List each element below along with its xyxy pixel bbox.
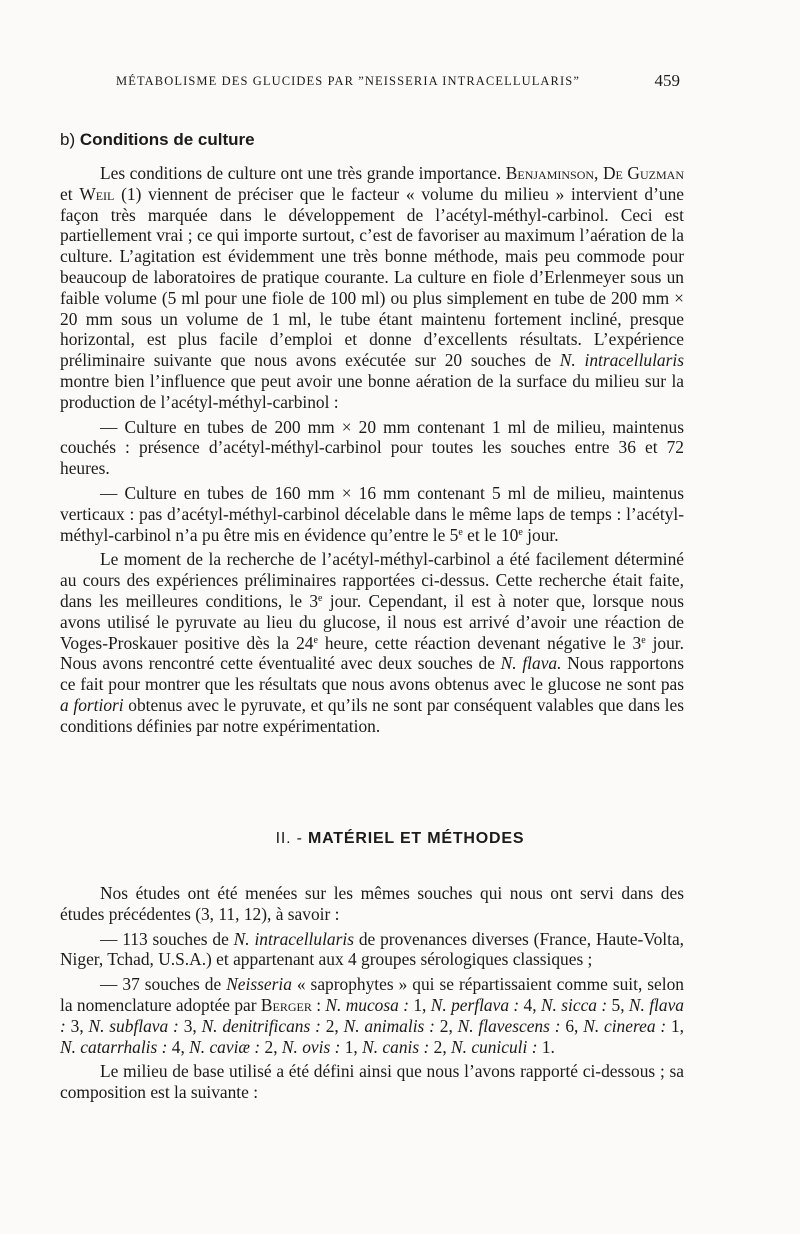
species-name: N. denitrificans :: [201, 1015, 321, 1036]
text-run: :: [311, 994, 326, 1015]
species-name: N. mucosa :: [325, 994, 409, 1015]
subsection-title: Conditions de culture: [79, 130, 255, 149]
running-title: MÉTABOLISME DES GLUCIDES PAR ”NEISSERIA INTRACELLULARIS”: [116, 74, 580, 88]
ordinal-superscript: e: [518, 526, 523, 538]
genus-name: Neisseria: [226, 974, 292, 995]
ordinal-superscript: e: [458, 526, 463, 538]
text-run: et: [60, 183, 80, 204]
text-run: jour.: [522, 524, 559, 545]
paragraph-4: [60, 549, 684, 736]
subsection-label: b): [60, 130, 76, 149]
strain-count: 1,: [666, 1015, 685, 1036]
species-name: N. subflava :: [88, 1015, 179, 1036]
strain-count: 4,: [519, 994, 541, 1015]
species-name: N. flava.: [500, 653, 562, 674]
text-run: obtenus avec le pyruvate, et qu’ils ne sont par conséquent valables que dans les conditions définies par notre expérimentation.: [60, 694, 684, 736]
species-name: N. canis :: [362, 1036, 430, 1057]
species-name: N. intracellularis: [233, 928, 354, 949]
paragraph-3: [60, 483, 684, 545]
text-run: et le 10: [462, 524, 519, 545]
section-heading: [0, 830, 800, 848]
author-name: De Guzman: [602, 163, 684, 183]
text-run: (1) viennent de préciser que le facteur « volume du milieu » intervient d’une façon très marquée dans le développement de l’acétyl-méthyl-carbinol. Ceci est partiellement vrai ; ce qui importe surtout, c’est de favoriser au maximum l’aération de la culture. L’agitation est évidemment une très bonne méthode, mais peu commode pour beaucoup de laboratoires de pratique courante. La culture en fiole d’Erlenmeyer sous un faible volume (5 ml pour une fiole de 100 ml) ou plus simplement en tube de 200 mm × 20 mm sous un volume de 1 ml, le tube étant maintenu fortement incliné, presque horizontal, est plus facile d’emploi et donne d’excellents résultats. L’expérience préliminaire suivante que nous avons exécutée sur 20 souches de: [60, 183, 684, 371]
section-number: II. -: [275, 830, 303, 847]
author-name: Benjaminson: [505, 163, 595, 183]
paragraph-8: Le milieu de base utilisé a été défini ainsi que nous l’avons rapporté ci-dessous ; sa composition est la suivante :: [60, 1061, 684, 1103]
species-name: N. animalis :: [343, 1015, 435, 1036]
text-run: jour. Nous avons rencontré cette éventualité avec deux souches de: [60, 632, 684, 674]
paragraph-5: Nos études ont été menées sur les mêmes souches qui nous ont servi dans des études précédentes (3, 11, 12), à savoir :: [60, 883, 684, 924]
materials-methods-body: [60, 883, 684, 1103]
strain-count: 4,: [167, 1036, 190, 1057]
text-run: ,: [594, 163, 603, 183]
author-name: Weil: [79, 183, 115, 204]
text-run: — 113 souches de: [100, 928, 234, 949]
text-run: Les conditions de culture ont une très grande importance.: [100, 163, 506, 183]
paragraph-2: — Culture en tubes de 200 mm × 20 mm contenant 1 ml de milieu, maintenus couchés : présence d’acétyl-méthyl-carbinol pour toutes les souches entre 36 et 72 heures.: [60, 416, 684, 479]
paragraph-7: [60, 974, 684, 1057]
species-name: N. perflava :: [430, 994, 520, 1015]
paragraph-1: [60, 163, 684, 413]
species-name: N. flavescens :: [457, 1015, 561, 1036]
ordinal-superscript: e: [641, 634, 646, 646]
strain-count: 2,: [320, 1015, 344, 1036]
ordinal-superscript: e: [318, 592, 323, 604]
strain-count: 2,: [260, 1036, 282, 1057]
strain-count: 2,: [434, 1015, 458, 1036]
strain-count: 6,: [560, 1015, 584, 1036]
strain-count: 1,: [340, 1036, 363, 1057]
text-run: de provenances diverses (France, Haute-Volta, Niger, Tchad, U.S.A.) et appartenant aux 4 groupes sérologiques classiques ;: [60, 928, 685, 970]
species-name: N. flava :: [60, 994, 684, 1036]
text-run: montre bien l’influence que peut avoir une bonne aération de la surface du milieu sur la production de l’acétyl-méthyl-carbinol :: [60, 370, 684, 412]
text-run: — Culture en tubes de 160 mm × 16 mm contenant 5 ml de milieu, maintenus verticaux : pas d’acétyl-méthyl-carbinol décelable dans le même laps de temps : l’acétyl-méthyl-carbinol n’a pu être mis en évidence qu’entre le 5: [60, 482, 684, 545]
running-header: [116, 71, 686, 90]
strain-count: 1.: [537, 1036, 555, 1057]
species-name: N. cuniculi :: [451, 1036, 538, 1057]
latin-phrase: a fortiori: [60, 694, 124, 715]
strain-count: 3,: [65, 1015, 89, 1036]
species-name: N. catarrhalis :: [60, 1036, 168, 1057]
text-run: — 37 souches de: [100, 974, 227, 995]
page-number: 459: [654, 71, 680, 90]
culture-conditions-body: [60, 163, 684, 737]
text-run: « saprophytes » qui se répartissaient comme suit, selon la nomenclature adoptée par: [60, 974, 684, 1015]
strain-count: 2,: [429, 1036, 452, 1057]
species-name: N. caviæ :: [189, 1036, 261, 1057]
section-title: MATÉRIEL ET MÉTHODES: [308, 830, 525, 847]
species-name: N. intracellularis: [559, 350, 684, 371]
ordinal-superscript: e: [313, 634, 318, 646]
paragraph-6: [60, 929, 684, 971]
species-name: N. ovis :: [281, 1036, 341, 1057]
text-run: Nous rapportons ce fait pour montrer que les résultats que nous avons obtenus avec le glucose ne sont pas: [60, 653, 685, 695]
strain-count: 1,: [409, 994, 431, 1015]
subsection-heading: [60, 130, 255, 150]
text-run: heure, cette réaction devenant négative le 3: [317, 632, 642, 653]
author-name: Berger: [260, 994, 312, 1015]
species-name: N. sicca :: [540, 994, 608, 1015]
strain-count: 5,: [607, 994, 629, 1015]
text-run: jour. Cependant, il est à noter que, lorsque nous avons utilisé le pyruvate au lieu du glucose, il nous est arrivé d’avoir une réaction de Voges-Proskauer positive dès la 24: [60, 590, 685, 653]
text-run: Le moment de la recherche de l’acétyl-méthyl-carbinol a été facilement déterminé au cours des expériences préliminaires rapportées ci-dessus. Cette recherche était faite, dans les meilleures conditions, le 3: [60, 549, 684, 611]
species-name: N. cinerea :: [583, 1015, 667, 1036]
strain-count: 3,: [178, 1015, 202, 1036]
